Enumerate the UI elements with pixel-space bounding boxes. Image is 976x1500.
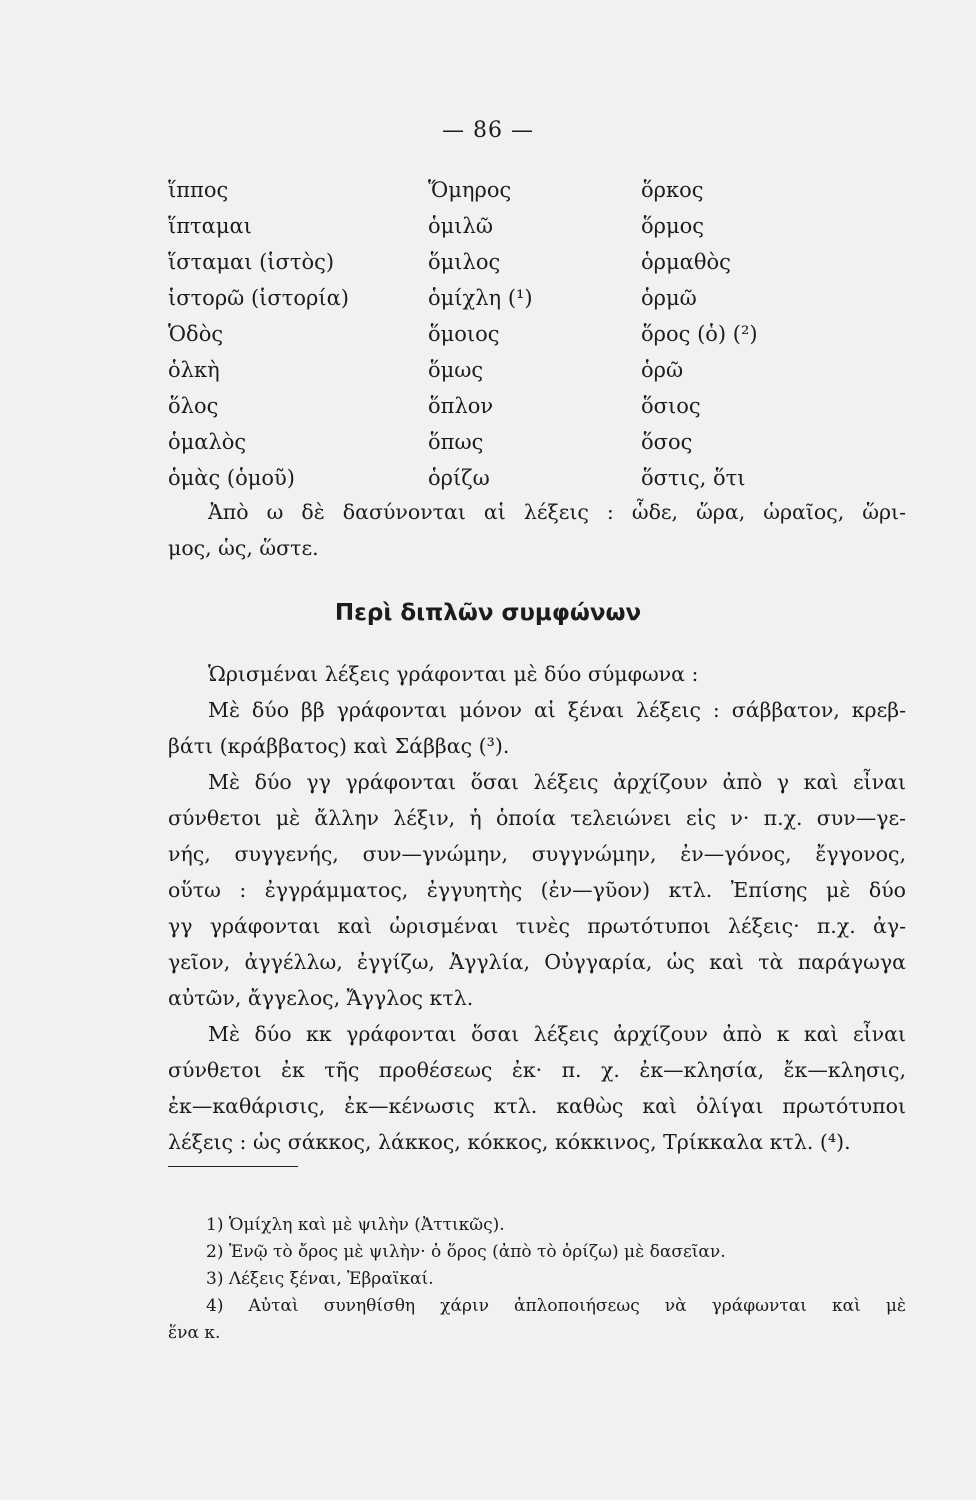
text-line: μος, ὡς, ὥστε. — [168, 536, 319, 560]
word: ὅστις, ὅτι — [641, 466, 746, 490]
word: ὅρμος — [641, 214, 705, 238]
paragraph-kk — [168, 1016, 906, 1160]
text-line: αὐτῶν, ἄγγελος, Ἄγγλος κτλ. — [168, 986, 474, 1010]
word: ὅμοιος — [428, 322, 500, 346]
text-line: οὕτω : ἐγγράμματος, ἐγγυητὴς (ἐν—γῦον) κτλ. Ἐπίσης μὲ δύο — [168, 878, 906, 902]
paragraph-omega — [168, 494, 906, 566]
text-line: γεῖον, ἀγγέλλω, ἐγγίζω, Ἀγγλία, Οὐγγαρία, ὡς καὶ τὰ παράγωγα — [168, 950, 906, 974]
word: Ὅμηρος — [428, 178, 512, 202]
footnote-3: 3) Λέξεις ξέναι, Ἑβραϊκαί. — [206, 1269, 434, 1289]
text-line: σύνθετοι μὲ ἄλλην λέξιν, ἡ ὁποία τελειώνει εἰς ν· π.χ. συν—γε- — [168, 806, 906, 830]
text-line: νής, συγγενής, συν—γνώμην, συγγνώμην, ἐν—γόνος, ἔγγονος, — [168, 842, 906, 866]
footnote-4: 4) Αὐταὶ συνηθίσθη χάριν ἁπλοποιήσεως νὰ γράφωνται καὶ μὲ — [206, 1296, 906, 1316]
word: ὁμαλὸς — [168, 430, 247, 454]
text-line: ἐκ—καθάρισις, ἐκ—κένωσις κτλ. καθὼς καὶ ὀλίγαι πρωτότυποι — [168, 1094, 906, 1118]
word: ὁλκὴ — [168, 358, 220, 382]
text-line: Μὲ δύο κκ γράφονται ὅσαι λέξεις ἀρχίζουν ἀπὸ κ καὶ εἶναι — [208, 1022, 906, 1046]
paragraph-bb — [168, 692, 906, 764]
word: ὁμίχλη (¹) — [428, 286, 533, 310]
word-column-3 — [641, 172, 758, 496]
text-line: βάτι (κράββατος) καὶ Σάββας (³). — [168, 734, 510, 758]
footnote-1: 1) Ὁμίχλη καὶ μὲ ψιλὴν (Ἀττικῶς). — [206, 1215, 505, 1235]
word-column-1 — [168, 172, 349, 496]
word: ὅπως — [428, 430, 484, 454]
word: ἵσταμαι (ἱστὸς) — [168, 250, 335, 274]
word: ὅμως — [428, 358, 484, 382]
word: ὁμὰς (ὁμοῦ) — [168, 466, 295, 490]
word: Ὁδὸς — [168, 322, 224, 346]
word: ὁρμῶ — [641, 286, 697, 310]
footnotes — [168, 1212, 906, 1347]
section-title: Περὶ διπλῶν συμφώνων — [334, 600, 642, 626]
page-number: — 86 — — [442, 118, 534, 143]
text-line: σύνθετοι ἐκ τῆς προθέσεως ἐκ· π. χ. ἐκ—κλησία, ἔκ—κλησις, — [168, 1058, 906, 1082]
word-column-2 — [428, 172, 533, 496]
word: ὁρμαθὸς — [641, 250, 731, 274]
text-line: Ὡρισμέναι λέξεις γράφονται μὲ δύο σύμφωνα : — [208, 662, 699, 686]
word: ὁμιλῶ — [428, 214, 493, 238]
word: ἵπταμαι — [168, 214, 252, 238]
word: ἱστορῶ (ἱστορία) — [168, 286, 349, 310]
word: ὅπλον — [428, 394, 494, 418]
text-line: Ἀπὸ ω δὲ δασύνονται αἱ λέξεις : ὧδε, ὥρα, ὡραῖος, ὥρι- — [208, 500, 906, 524]
word: ὅμιλος — [428, 250, 501, 274]
paragraph-gg — [168, 764, 906, 1016]
text-line: λέξεις : ὡς σάκκος, λάκκος, κόκκος, κόκκινος, Τρίκκαλα κτλ. (⁴). — [168, 1130, 851, 1154]
word: ὁρίζω — [428, 466, 490, 490]
word: ὅλος — [168, 394, 219, 418]
paragraph-intro — [168, 656, 906, 692]
footnote-4-continued: ἕνα κ. — [168, 1323, 221, 1343]
word: ὅρκος — [641, 178, 704, 202]
word: ὅσος — [641, 430, 693, 454]
word: ὅρος (ὁ) (²) — [641, 322, 758, 346]
footnote-2: 2) Ἐνῷ τὸ ὄρος μὲ ψιλὴν· ὁ ὅρος (ἀπὸ τὸ ὁρίζω) μὲ δασεῖαν. — [206, 1242, 726, 1262]
text-line: Μὲ δύο ββ γράφονται μόνον αἱ ξέναι λέξεις : σάββατον, κρεβ- — [208, 698, 906, 722]
text-line: Μὲ δύο γγ γράφονται ὅσαι λέξεις ἀρχίζουν ἀπὸ γ καὶ εἶναι — [208, 770, 906, 794]
word: ὅσιος — [641, 394, 701, 418]
footnote-separator — [168, 1166, 298, 1167]
word: ὁρῶ — [641, 358, 684, 382]
word: ἵππος — [168, 178, 229, 202]
text-line: γγ γράφονται καὶ ὡρισμέναι τινὲς πρωτότυποι λέξεις· π.χ. ἀγ- — [168, 914, 906, 938]
